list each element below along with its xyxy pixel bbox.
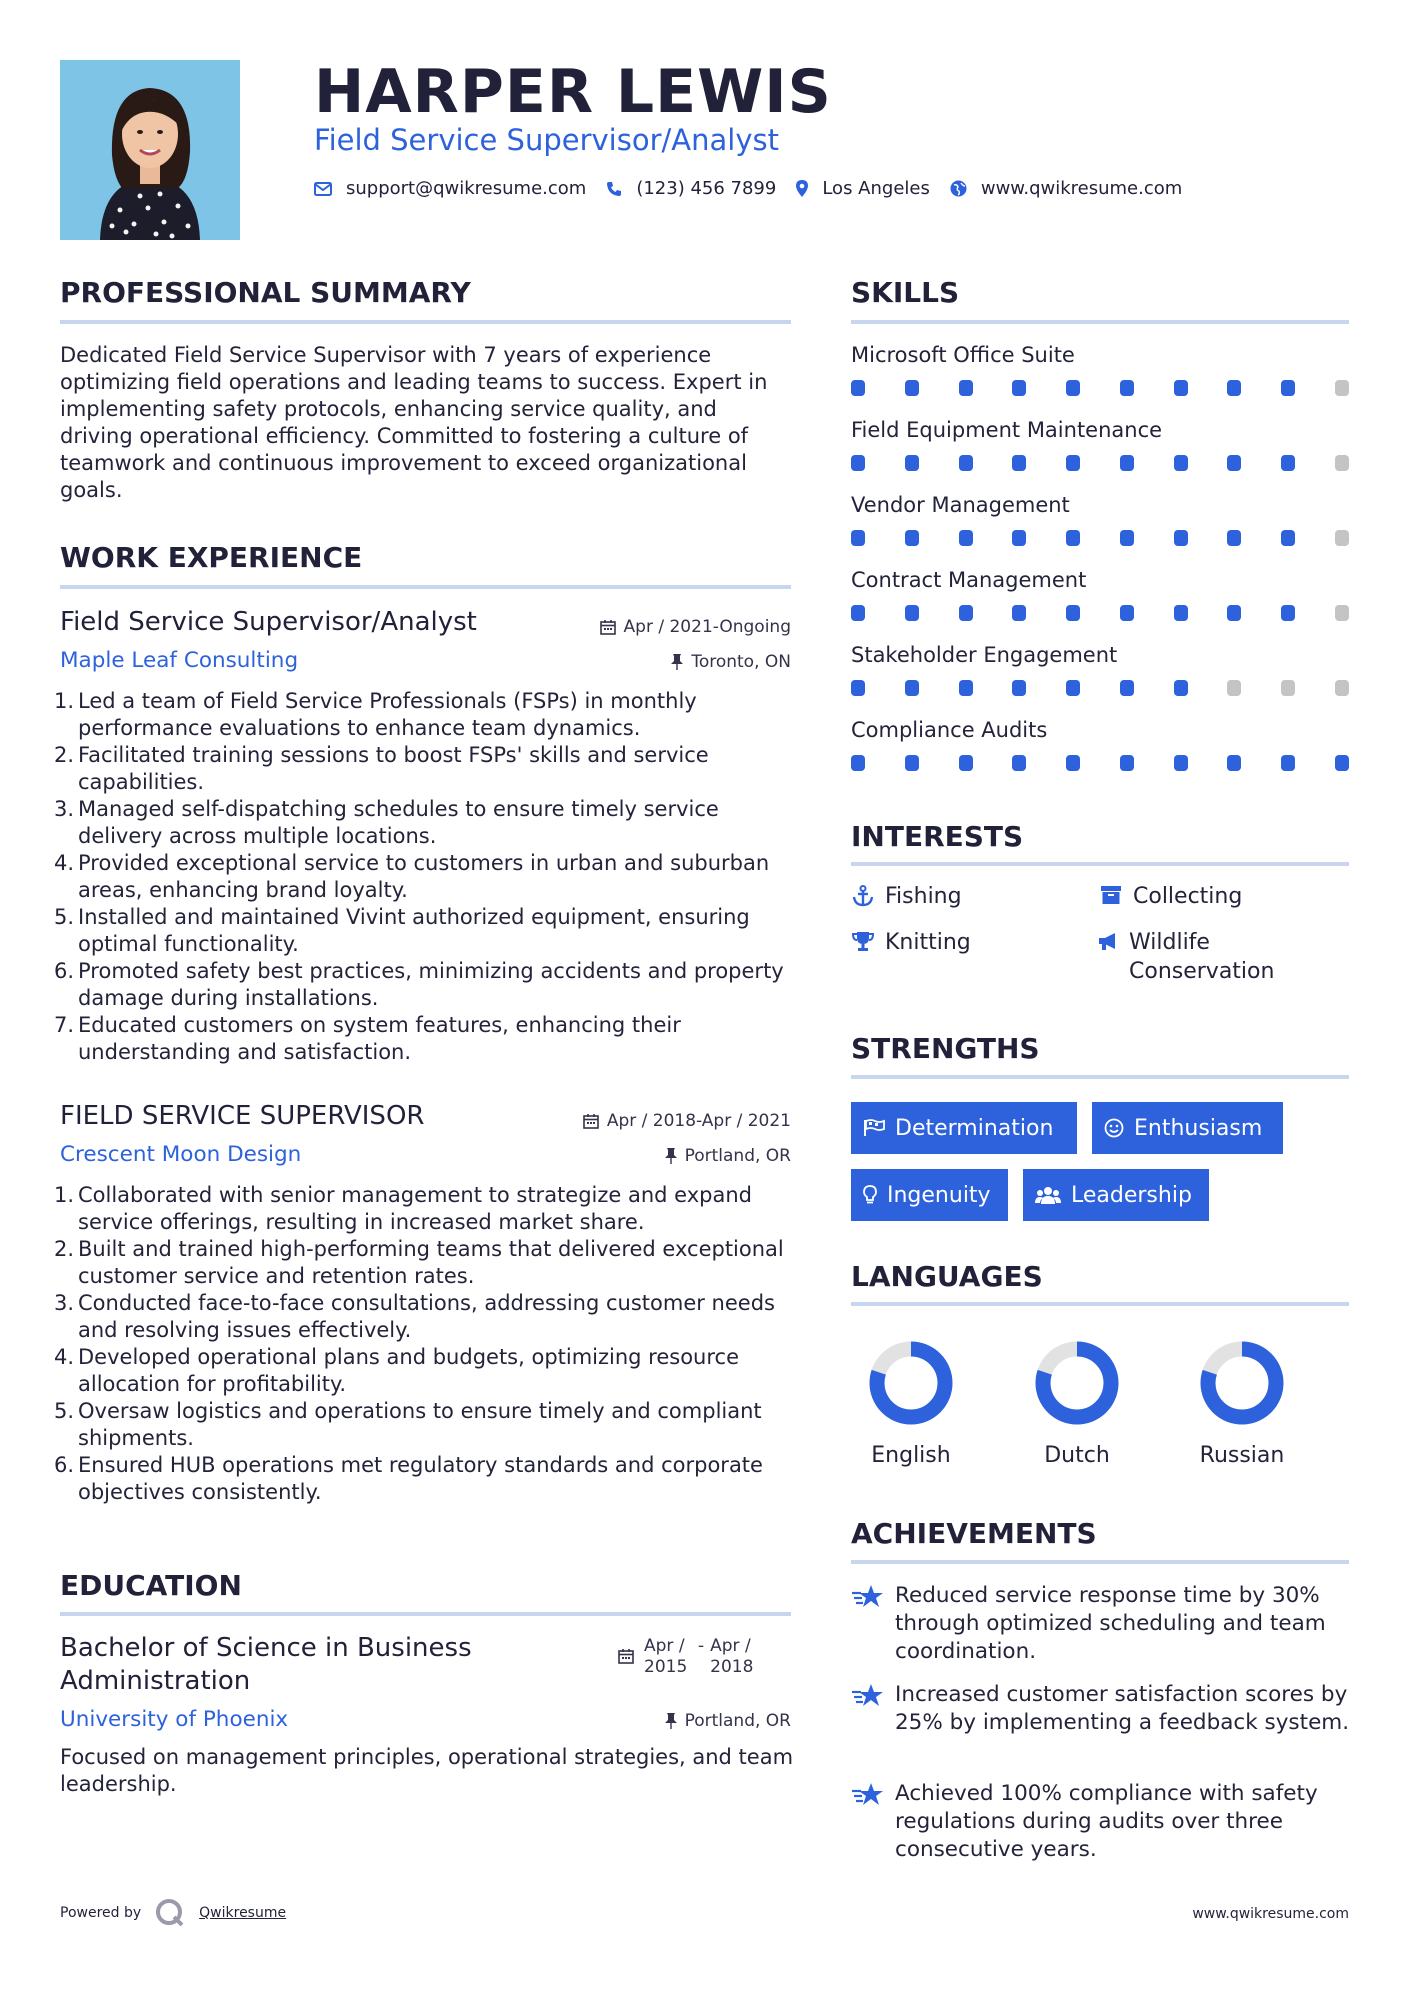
skill-level-meter [851,605,1349,623]
interest-label: Fishing [885,884,962,909]
skill-dot-filled [1066,755,1080,771]
job-bullets [54,688,795,1066]
skill-dot-filled [1012,380,1026,396]
skill-dot-filled [1227,380,1241,396]
skill-dot-filled [905,455,919,471]
job-dates-text: Apr / 2018-Apr / 2021 [606,1111,791,1131]
summary-rule [60,320,791,324]
skill-dot-filled [1066,455,1080,471]
skill-dot-filled [1227,755,1241,771]
interest-item [849,882,962,911]
strength-label: Ingenuity [887,1182,991,1208]
achievement-text: Reduced service response time by 30% through optimized scheduling and team coordination. [895,1583,1326,1664]
list-item: 5. Oversaw logistics and operations to ensure timely and compliant shipments. [54,1399,762,1450]
skill-dot-empty [1335,455,1349,471]
skill-dot-filled [905,680,919,696]
powered-by-label: Powered by [60,1905,142,1921]
skill-dot-empty [1281,680,1295,696]
skill-dot-filled [1174,530,1188,546]
star-rocket-icon [851,1780,895,1864]
language-label: Russian [1199,1443,1285,1468]
strengths-rule [851,1075,1349,1079]
skill-dot-filled [1066,680,1080,696]
skill-dot-filled [1174,755,1188,771]
skill-dot-filled [1281,455,1295,471]
language-proficiency-ring [1192,1333,1292,1433]
skill-level-meter [851,755,1349,773]
job-dates [600,616,791,638]
footer-branding [60,1898,286,1928]
skill-dot-filled [1227,530,1241,546]
skill-dot-filled [1012,680,1026,696]
list-item: 1. Collaborated with senior management to strategize and expand service offerings, resulting in increased market share. [54,1183,752,1234]
footer-website[interactable]: www.qwikresume.com [1192,1906,1349,1922]
calendar-icon [583,1113,599,1129]
skills-rule [851,320,1349,324]
skill-level-meter [851,455,1349,473]
skill-dot-filled [1012,530,1026,546]
envelope-icon [314,182,332,196]
skill-dot-filled [905,380,919,396]
strength-chip [1092,1102,1283,1154]
list-item: 3. Managed self-dispatching schedules to ensure timely service delivery across multiple locations. [54,797,719,848]
skill-dot-filled [905,755,919,771]
skill-dot-filled [1120,755,1134,771]
achievement-item [851,1780,1351,1864]
job-bullets [54,1182,795,1506]
job-location-text: Toronto, ON [691,652,791,672]
strength-chip [1023,1169,1209,1221]
skill-dot-filled [1120,455,1134,471]
achievements-rule [851,1560,1349,1564]
skills-heading: SKILLS [851,276,960,309]
skill-dot-filled [1281,530,1295,546]
interest-label: Collecting [1133,884,1243,909]
anchor-icon [849,882,877,907]
education-dates [618,1636,758,1678]
contact-website[interactable]: www.qwikresume.com [980,178,1183,199]
skill-level-meter [851,380,1349,398]
education-start: Apr / 2015 [644,1636,688,1677]
skill-dot-empty [1335,380,1349,396]
star-rocket-icon [851,1681,895,1737]
pushpin-icon [665,1148,677,1164]
skill-dot-filled [851,455,865,471]
skill-dot-filled [1120,605,1134,621]
skill-dot-filled [905,530,919,546]
skill-level-meter [851,680,1349,698]
strength-label: Enthusiasm [1134,1115,1263,1141]
qwikresume-link[interactable]: Qwikresume [199,1905,287,1921]
strength-label: Determination [895,1115,1054,1141]
skill-dot-filled [959,455,973,471]
candidate-name: HARPER LEWIS [314,57,832,127]
archive-icon [1097,882,1125,905]
education-location-text: Portland, OR [684,1711,791,1731]
achievement-item [851,1582,1351,1666]
list-item: 7. Educated customers on system features, enhancing their understanding and satisfaction. [54,1013,681,1064]
contact-location: Los Angeles [822,178,930,199]
skill-dot-filled [851,680,865,696]
achievement-text: Increased customer satisfaction scores by 25% by implementing a feedback system. [895,1682,1350,1735]
job-location [665,1145,791,1167]
interests-rule [851,862,1349,866]
skill-dot-filled [851,755,865,771]
education-end: Apr / 2018 [710,1636,754,1677]
candidate-title: Field Service Supervisor/Analyst [314,123,779,157]
skill-dot-filled [1174,380,1188,396]
skill-dot-empty [1335,530,1349,546]
skill-dot-filled [1066,530,1080,546]
globe-icon [950,180,967,197]
skill-dot-filled [1174,455,1188,471]
summary-text: Dedicated Field Service Supervisor with 7 years of experience optimizing field operations and leading teams to success. Expert in implementing safety protocols, enhancing service quality, and driving operational efficiency. Committed to fostering a culture of teamwork and continuous improvement to exceed organizational goals. [60,343,768,502]
job-title: Field Service Supervisor/Analyst [60,607,477,637]
skill-dot-filled [1174,680,1188,696]
interest-label: Wildlife Conservation [1129,930,1275,984]
language-label: English [871,1443,951,1468]
pushpin-icon [665,1713,677,1729]
contact-email[interactable]: support@qwikresume.com [346,178,587,199]
skill-dot-filled [959,605,973,621]
skill-dot-empty [1335,680,1349,696]
skill-dot-empty [1227,680,1241,696]
languages-heading: LANGUAGES [851,1260,1043,1293]
interests-heading: INTERESTS [851,820,1024,853]
skill-dot-filled [1012,755,1026,771]
interest-item [849,928,971,957]
experience-heading: WORK EXPERIENCE [60,541,363,574]
skill-label: Microsoft Office Suite [851,343,1075,367]
education-description: Focused on management principles, operational strategies, and team leadership. [60,1745,794,1796]
contact-phone[interactable]: (123) 456 7899 [636,178,777,199]
experience-rule [60,585,791,589]
skill-dot-filled [1012,455,1026,471]
skill-dot-empty [1335,605,1349,621]
job-company[interactable]: Maple Leaf Consulting [60,648,299,673]
skill-dot-filled [1120,680,1134,696]
languages-rule [851,1302,1349,1306]
strength-chip [851,1102,1077,1154]
qwikresume-logo-icon [155,1898,185,1928]
smile-icon [1104,1118,1124,1138]
skill-dot-filled [1335,755,1349,771]
achievement-item [851,1681,1351,1737]
skill-dot-filled [1281,755,1295,771]
achievements-heading: ACHIEVEMENTS [851,1517,1097,1550]
star-rocket-icon [851,1582,895,1666]
job-dates-text: Apr / 2021-Ongoing [623,617,791,637]
job-location [671,651,791,673]
skill-dot-filled [851,380,865,396]
language-proficiency-ring [1027,1333,1127,1433]
list-item: 6. Ensured HUB operations met regulatory standards and corporate objectives consistently. [54,1453,763,1504]
contact-bar [314,178,1202,199]
calendar-icon [600,619,616,635]
skill-dot-filled [1174,605,1188,621]
education-location [665,1710,791,1732]
list-item: 2. Facilitated training sessions to boost FSPs' skills and service capabilities. [54,743,709,794]
strengths-heading: STRENGTHS [851,1032,1040,1065]
skill-dot-filled [959,530,973,546]
pushpin-icon [671,654,683,670]
list-item: 4. Provided exceptional service to customers in urban and suburban areas, enhancing brand loyalty. [54,851,770,902]
skill-dot-filled [1066,380,1080,396]
phone-icon [606,181,622,197]
skill-label: Field Equipment Maintenance [851,418,1163,442]
map-marker-icon [796,180,808,197]
skill-dot-filled [1120,380,1134,396]
skill-dot-filled [959,680,973,696]
skill-dot-filled [959,755,973,771]
list-item: 5. Installed and maintained Vivint authorized equipment, ensuring optimal functionality. [54,905,750,956]
skill-label: Compliance Audits [851,718,1048,742]
profile-photo [60,60,240,240]
skill-label: Stakeholder Engagement [851,643,1118,667]
lightbulb-icon [863,1185,877,1205]
list-item: 4. Developed operational plans and budgets, optimizing resource allocation for profitability. [54,1345,740,1396]
calendar-icon [618,1648,634,1664]
skill-label: Contract Management [851,568,1087,592]
skill-dot-filled [851,530,865,546]
summary-heading: PROFESSIONAL SUMMARY [60,276,471,309]
language-label: Dutch [1044,1443,1110,1468]
job-title: FIELD SERVICE SUPERVISOR [60,1101,425,1131]
school-name[interactable]: University of Phoenix [60,1707,289,1732]
list-item: 6. Promoted safety best practices, minimizing accidents and property damage during installations. [54,959,784,1010]
interest-item [1097,928,1297,986]
skill-dot-filled [905,605,919,621]
skill-level-meter [851,530,1349,548]
language-proficiency-ring [861,1333,961,1433]
education-rule [60,1612,791,1616]
list-item: 2. Built and trained high-performing teams that delivered exceptional customer service and retention rates. [54,1237,784,1288]
interest-label: Knitting [885,930,971,955]
skill-dot-filled [1120,530,1134,546]
bullhorn-icon [1097,928,1121,953]
skill-label: Vendor Management [851,493,1070,517]
skill-dot-filled [1066,605,1080,621]
education-heading: EDUCATION [60,1569,242,1602]
skill-dot-filled [959,380,973,396]
skill-dot-filled [851,605,865,621]
strength-label: Leadership [1071,1182,1192,1208]
skill-dot-filled [1281,380,1295,396]
job-dates [583,1110,791,1132]
skill-dot-filled [1281,605,1295,621]
list-item: 1. Led a team of Field Service Professionals (FSPs) in monthly performance evaluations to enhance team dynamics. [54,689,697,740]
degree-title: Bachelor of Science in Business Administration [60,1633,472,1696]
date-separator: - [698,1636,705,1656]
job-company[interactable]: Crescent Moon Design [60,1142,302,1167]
achievement-text: Achieved 100% compliance with safety regulations during audits over three consecutive years. [895,1781,1318,1862]
trophy-icon [849,928,877,953]
interest-item [1097,882,1242,911]
skill-dot-filled [1012,605,1026,621]
job-location-text: Portland, OR [684,1146,791,1166]
strength-chip [851,1169,1008,1221]
skill-dot-filled [1227,455,1241,471]
flag-icon [863,1119,885,1137]
users-icon [1035,1185,1061,1205]
list-item: 3. Conducted face-to-face consultations, addressing customer needs and resolving issues effectively. [54,1291,775,1342]
skill-dot-filled [1227,605,1241,621]
